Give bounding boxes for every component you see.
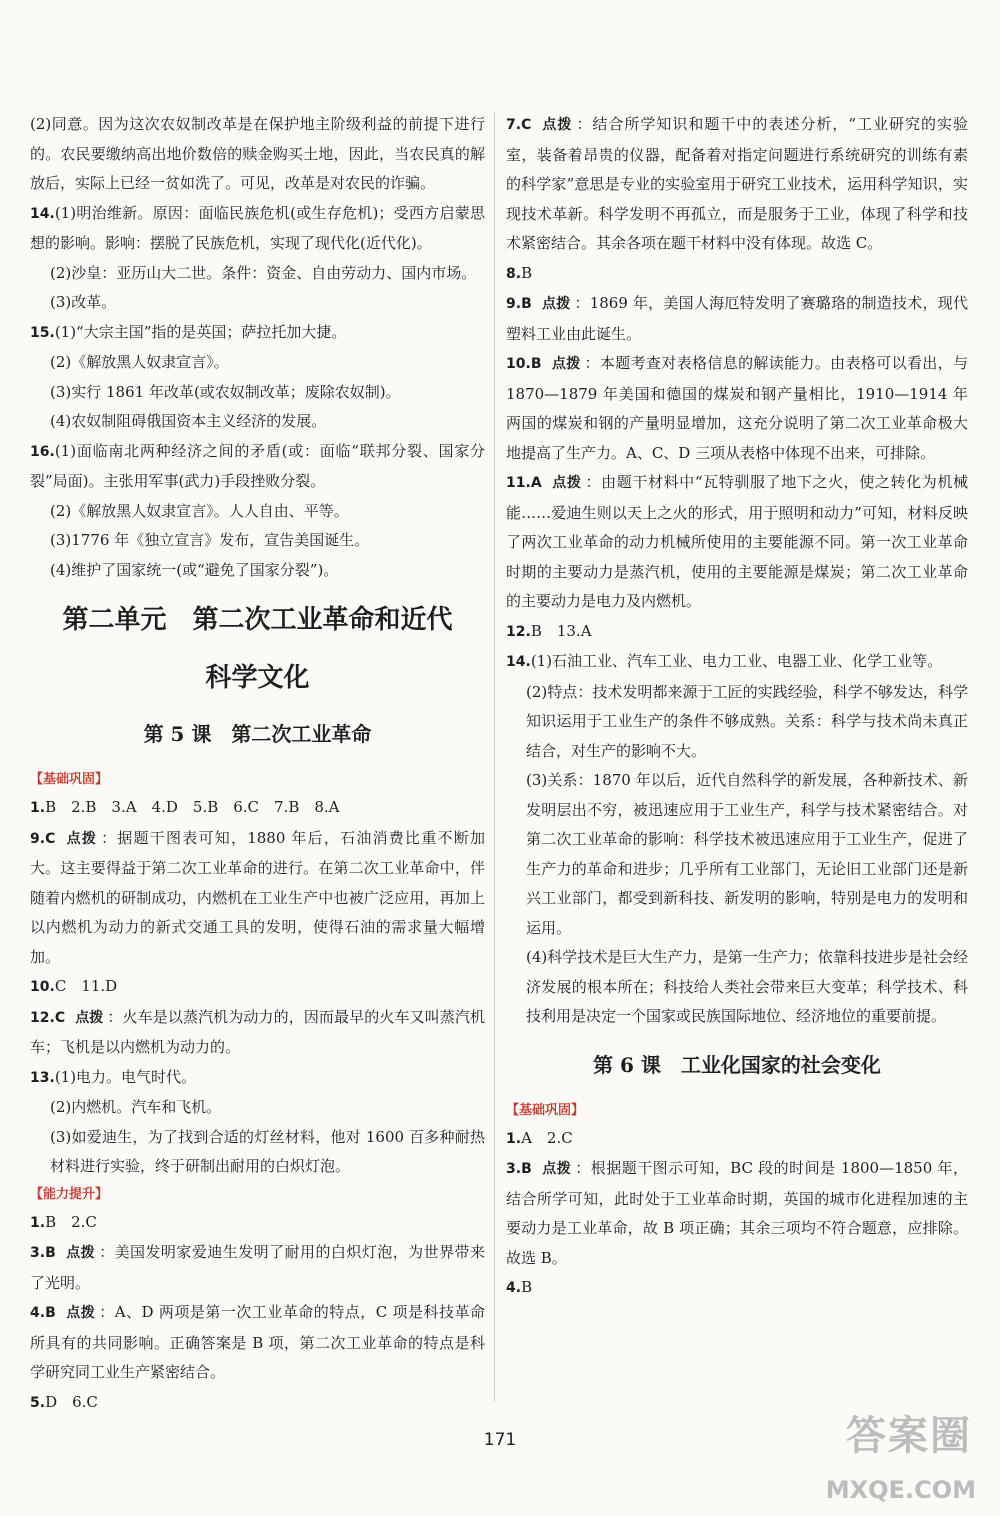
answer-item <box>506 468 968 617</box>
answer-item <box>506 1124 968 1155</box>
sub-answer <box>30 378 485 408</box>
answer-choice: B <box>45 1245 56 1261</box>
question-number: 14. <box>30 205 55 222</box>
answer-text: B 2.C <box>45 1212 97 1231</box>
answer-item <box>30 1208 485 1239</box>
answer-text: C 11.D <box>54 977 118 995</box>
section-heading: 【能力提升】 <box>30 1186 109 1202</box>
question-number: 3. <box>30 1245 46 1261</box>
unit-title: 第二单元 第二次工业革命和近代 <box>62 605 453 635</box>
answer-text: ：美国发明家爱迪生发明了耐用的白炽灯泡，为世界带来了光明。 <box>30 1243 486 1292</box>
answer-text: (3)关系：1870 年以后，近代自然科学的新发展，各种新技术、新发明层出不穷，被迅速应用于工业生产，科学与技术紧密结合。对第二次工业革命的影响：科学技术被迅速应用于工业生产，促进了生产力的革命和进步；几乎所有工业部门，无论旧工业部门还是新兴工业部门，都受到新科技、新发明的影响，特别是电力的发明和运用。 <box>526 771 968 937</box>
answer-text: D 6.C <box>45 1392 98 1411</box>
answer-text: B <box>521 1278 533 1296</box>
question-number: 11. <box>506 475 531 491</box>
right-column <box>506 110 968 1304</box>
hint-label: 点拨 <box>75 1009 104 1026</box>
hint-label: 点拨 <box>551 475 582 491</box>
answer-item <box>30 110 485 199</box>
hint-label: 点拨 <box>541 296 571 312</box>
answer-text: (2)沙皇：亚历山大二世。条件：资金、自由劳动力、国内市场。 <box>50 263 477 282</box>
answer-item <box>506 617 968 648</box>
sub-answer <box>30 1123 485 1182</box>
unit-title-line2: 科学文化 <box>205 663 310 693</box>
answer-text: ：据题干图表可知，1880 年后，石油消费比重不断加大。这主要得益于第二次工业革命的进行。在第二次工业革命中，伴随着内燃机的研制成功，内燃机在工业生产中也被广泛应用，再加上以内燃机为动力的新式交通工具的发明，使得石油的需求量大幅增加。 <box>30 828 485 966</box>
answer-item <box>30 793 485 824</box>
answer-text: (1)明治维新。原因：面临民族危机(或生存危机)；受西方启蒙思想的影响。影响：摆脱了民族危机，实现了现代化(近代化)。 <box>30 203 485 252</box>
page-number: 171 <box>483 1430 517 1450</box>
lesson-title: 第 5 课 第二次工业革命 <box>143 722 372 746</box>
lesson-title: 第 6 课 工业化国家的社会变化 <box>593 1052 881 1077</box>
sub-answer <box>30 348 485 378</box>
answer-text: ：结合所学知识和题干中的表述分析，“工业研究的实验室，装备着昂贵的仪器，配备着对指定问题进行系统研究的训练有素的科学家”意思是专业的实验室用于研究工业技术，运用科学知识，实现技术革新。科学发明不再孤立，而是服务于工业，体现了科学和技术紧密结合。其余各项在题干材料中没有体现。故选 C。 <box>506 115 969 252</box>
sub-answer <box>30 1093 485 1123</box>
answer-text: (4)科学技术是巨大生产力，是第一生产力；依靠科技进步是社会经济发展的根本所在；科技给人类社会带来巨大变革；科学技术、科技利用是决定一个国家或民族国际地位、经济地位的重要前提。 <box>526 948 968 1025</box>
question-number: 14. <box>506 654 531 670</box>
sub-answer <box>30 526 485 556</box>
hint-label: 点拨 <box>65 830 98 847</box>
answer-item <box>506 110 968 259</box>
answer-item <box>30 1063 485 1094</box>
answer-text: ：根据题干图示可知，BC 段的时间是 1800—1850 年，结合所学可知，此时处于工业革命时期，英国的城市化进程加速的主要动力是工业革命，故 B 项正确；其余三项均不符合题意，应排除。故选 B。 <box>506 1159 969 1267</box>
answer-choice: B <box>521 296 532 312</box>
watermark-logo <box>780 1404 980 1504</box>
answer-item <box>506 289 968 349</box>
watermark-url: MXQE.COM <box>825 1476 976 1504</box>
answer-text: A 2.C <box>521 1128 573 1147</box>
hint-label: 点拨 <box>541 117 573 133</box>
sub-answer <box>506 678 968 767</box>
answer-item <box>30 1238 485 1298</box>
question-number: 10. <box>30 979 55 995</box>
answer-item <box>30 318 485 349</box>
question-number: 16. <box>30 443 55 460</box>
answer-choice: A <box>530 475 542 491</box>
column-divider <box>494 112 495 1402</box>
section-heading: 【基础巩固】 <box>506 1102 585 1118</box>
answer-item <box>506 349 968 468</box>
question-number: 9. <box>506 296 522 312</box>
answer-text: ：火车是以蒸汽机为动力的，因而最早的火车又叫蒸汽机车；飞机是以内燃机为动力的。 <box>30 1007 485 1056</box>
answer-text: (4)维护了国家统一(或“避免了国家分裂”)。 <box>50 560 339 579</box>
answer-item <box>506 259 968 290</box>
question-number: 4. <box>506 1280 522 1296</box>
answer-choice: C <box>521 117 532 133</box>
answer-item <box>506 1154 968 1273</box>
answer-item <box>30 972 485 1003</box>
question-number: 1. <box>30 800 46 816</box>
sub-answer <box>30 288 485 318</box>
question-number: 9. <box>30 830 46 847</box>
question-number: 3. <box>506 1161 522 1177</box>
hint-label: 点拨 <box>65 1305 96 1321</box>
answer-text: (1)面临南北两种经济之间的矛盾(或：面临“联邦分裂、国家分裂”局面)。主张用军事(武力)手段挫败分裂。 <box>30 441 485 490</box>
question-number: 4. <box>30 1305 46 1321</box>
hint-label: 点拨 <box>541 1161 572 1177</box>
question-number: 1. <box>30 1214 46 1231</box>
question-number: 1. <box>506 1130 522 1147</box>
answer-item <box>506 647 968 678</box>
answer-text: (3)改革。 <box>50 293 117 311</box>
answer-item <box>30 1298 485 1388</box>
answer-text: (3)实行 1861 年改革(或农奴制改革；废除农奴制)。 <box>50 382 401 401</box>
answer-item <box>30 824 485 973</box>
answer-text: (1)“大宗主国”指的是英国；萨拉托加大捷。 <box>54 322 347 341</box>
answer-choice: C <box>45 830 56 847</box>
answer-text: (2)同意。因为这次农奴制改革是在保护地主阶级利益的前提下进行的。农民要缴纳高出地价数倍的赎金购买土地，因此，当农民真的解放后，实际上已经一贫如洗了。可见，改革是对农民的诈骗。 <box>30 115 485 192</box>
question-number: 8. <box>506 265 522 282</box>
question-number: 12. <box>506 623 531 640</box>
answer-choice: B <box>530 356 542 372</box>
answer-text: (3)1776 年《独立宣言》发布，宣告美国诞生。 <box>50 531 370 549</box>
answer-text: B <box>521 263 533 282</box>
answer-choice: C <box>54 1009 66 1026</box>
answer-item <box>30 1003 485 1063</box>
question-number: 12. <box>30 1009 55 1026</box>
answer-text: B 2.B 3.A 4.D 5.B 6.C 7.B 8.A <box>45 798 340 816</box>
section-heading: 【基础巩固】 <box>30 772 109 787</box>
sub-answer <box>30 407 485 437</box>
answer-text: ：由题干材料中“瓦特驯服了地下之火，使之转化为机械能……爱迪生则以天上之火的形式，用于照明和动力”可知，材料反映了两次工业革命的动力机械所使用的主要能源不同。第一次工业革命时期的主要动力是蒸汽机，使用的主要能源是煤炭；第二次工业革命的主要动力是电力及内燃机。 <box>506 473 969 610</box>
sub-answer <box>30 259 485 289</box>
answer-text: ：1869 年，美国人海厄特发明了赛璐珞的制造技术，现代塑料工业由此诞生。 <box>506 294 968 343</box>
answer-text: (2)内燃机。汽车和飞机。 <box>50 1098 222 1116</box>
answer-text: (2)特点：技术发明都来源于工匠的实践经验，科学不够发达，科学知识运用于工业生产的条件不够成熟。关系：科学与技术尚未真正结合，对生产的影响不大。 <box>526 682 968 760</box>
answer-text: (2)《解放黑人奴隶宣言》。 <box>50 353 229 371</box>
question-number: 10. <box>506 356 531 372</box>
answer-text: (4)农奴制阻碍俄国资本主义经济的发展。 <box>50 412 327 430</box>
sub-answer <box>506 943 968 1032</box>
answer-item <box>30 1388 485 1419</box>
hint-label: 点拨 <box>551 356 581 372</box>
answer-choice: B <box>521 1161 532 1177</box>
hint-label: 点拨 <box>65 1245 96 1261</box>
left-column <box>30 110 485 1418</box>
answer-text: ：A、D 两项是第一次工业革命的特点，C 项是科技革命所具有的共同影响。正确答案是 B 项，第二次工业革命的特点是科学研究同工业生产紧密结合。 <box>30 1303 486 1381</box>
answer-item <box>30 437 485 497</box>
answer-item <box>30 199 485 259</box>
answer-choice: B <box>45 1305 56 1321</box>
answer-text: (3)如爱迪生，为了找到合适的灯丝材料，他对 1600 百多种耐热材料进行实验，终于研制出耐用的白炽灯泡。 <box>50 1127 485 1175</box>
sub-answer <box>506 766 968 943</box>
sub-answer <box>30 497 485 527</box>
answer-text: (2)《解放黑人奴隶宣言》。人人自由、平等。 <box>50 501 349 520</box>
sub-answer <box>30 556 485 586</box>
answer-text: ：本题考查对表格信息的解读能力。由表格可以看出，与 1870—1879 年美国和德国的煤炭和钢产量相比，1910—1914 年两国的煤炭和钢的产量明显增加，这充分说明了第二次工业革命极大地提高了生产力。A、C、D 三项从表格中体现不出来，可排除。 <box>506 354 968 462</box>
answer-item <box>506 1273 968 1304</box>
watermark-text: 答案圈 <box>846 1413 972 1459</box>
answer-text: B 13.A <box>530 621 592 640</box>
question-number: 7. <box>506 117 522 133</box>
question-number: 5. <box>30 1394 46 1411</box>
question-number: 15. <box>30 324 55 341</box>
question-number: 13. <box>30 1069 55 1086</box>
answer-text: (1)石油工业、汽车工业、电力工业、电器工业、化学工业等。 <box>530 652 943 670</box>
answer-text: (1)电力。电气时代。 <box>54 1067 197 1086</box>
